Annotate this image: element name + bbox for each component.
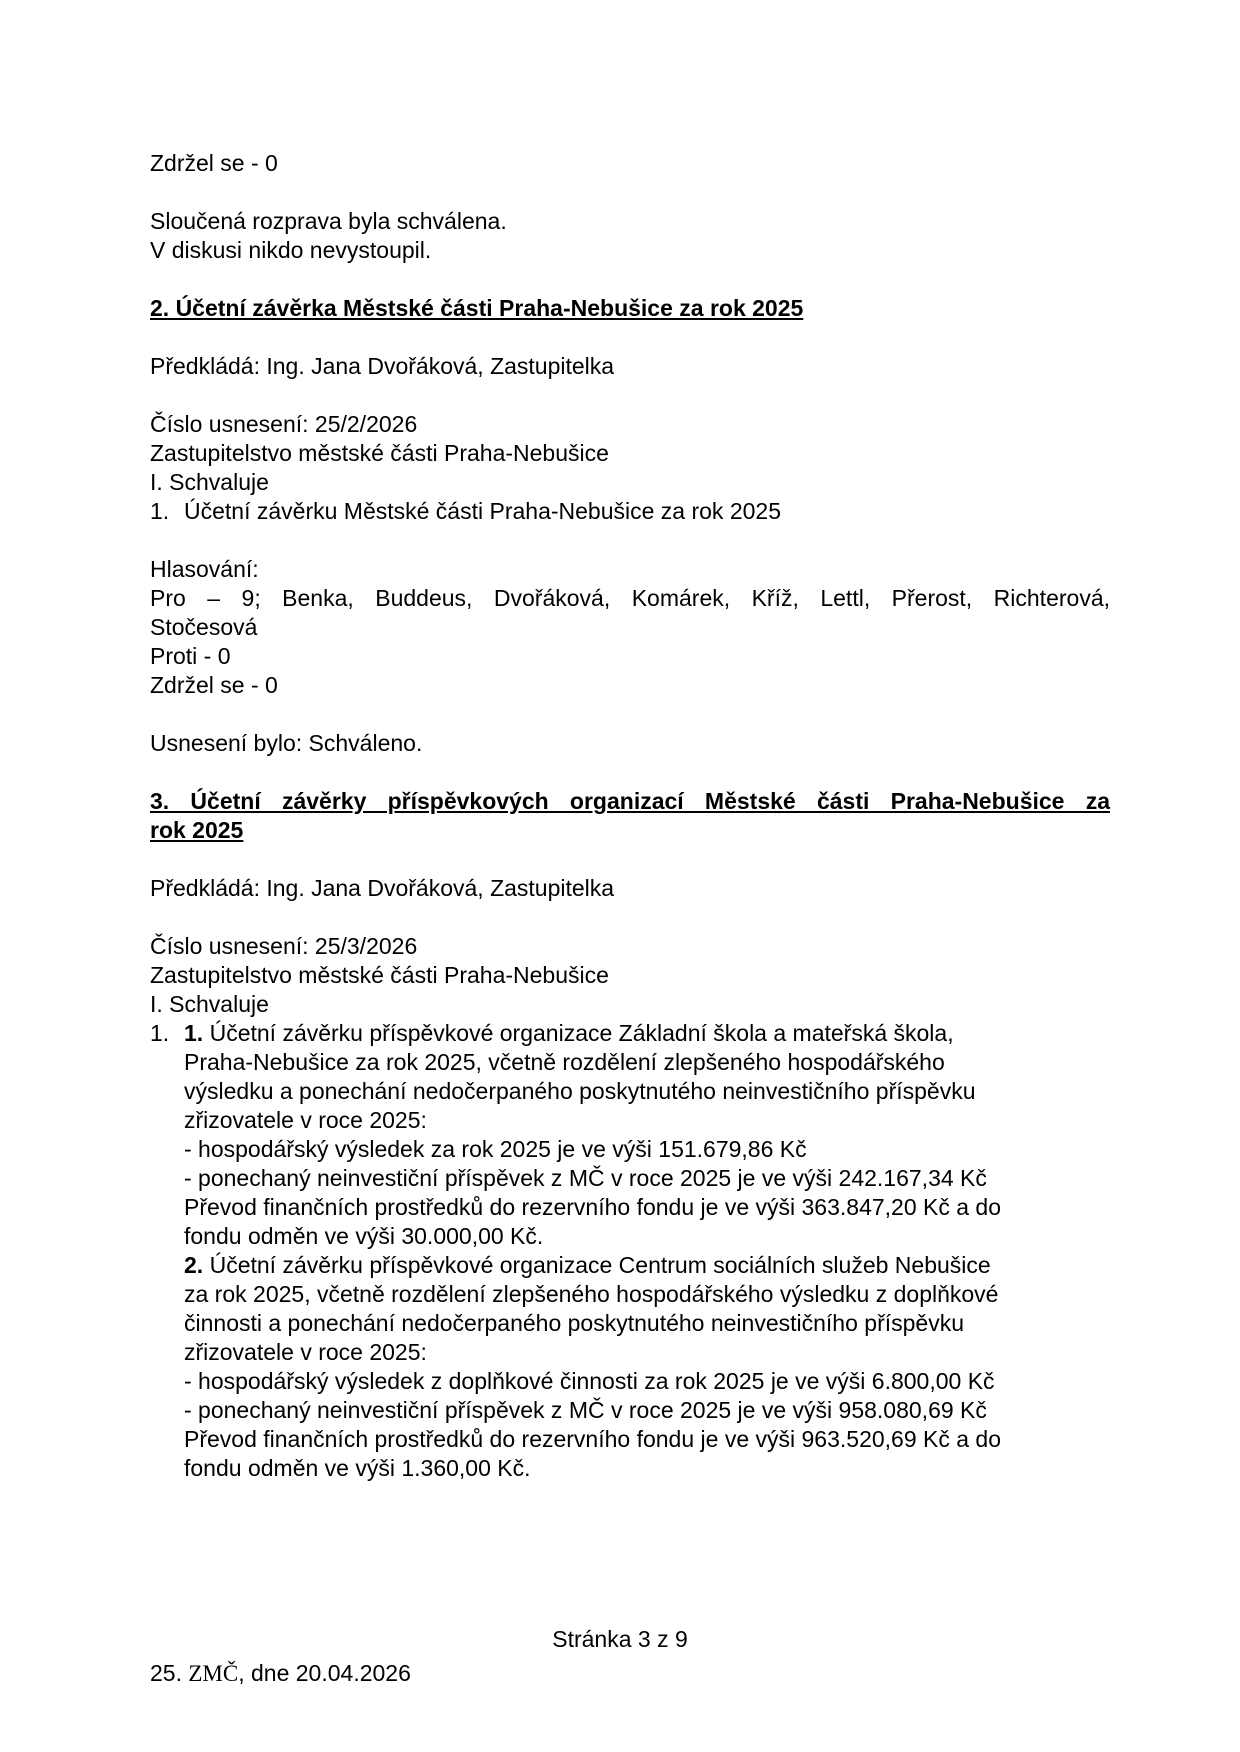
subitem-2-text-2: za rok 2025, včetně rozdělení zlepšeného hospodářského výsledku z doplňkové — [184, 1281, 999, 1307]
item-3-heading: 3. Účetní závěrky příspěvkových organizací Městské části Praha-Nebušice za — [150, 788, 1110, 814]
item-2-point — [150, 497, 1110, 526]
item-2-votes-for-cont: Stočesová — [150, 614, 258, 640]
subitem-2 — [184, 1251, 1001, 1483]
session-abbreviation: ZMČ — [188, 1661, 239, 1686]
subitem-2-result: - hospodářský výsledek z doplňkové činnosti za rok 2025 je ve výši 6.800,00 Kč — [184, 1368, 995, 1394]
item-3-point-number: 1. — [150, 1020, 170, 1046]
subitem-2-text: Účetní závěrku příspěvkové organizace Centrum sociálních služeb Nebušice — [203, 1252, 991, 1278]
subitem-1-text: Účetní závěrku příspěvkové organizace Základní škola a mateřská škola, — [203, 1020, 954, 1046]
item-2-council: Zastupitelstvo městské části Praha-Nebušice — [150, 440, 609, 466]
item-2-voting-label: Hlasování: — [150, 556, 259, 582]
subitem-1-contribution: - ponechaný neinvestiční příspěvek z MČ v roce 2025 je ve výši 242.167,34 Kč — [184, 1165, 987, 1191]
abstained-count: Zdržel se - 0 — [150, 150, 278, 176]
subitem-1-result: - hospodářský výsledek za rok 2025 je ve výši 151.679,86 Kč — [184, 1136, 807, 1162]
item-2-presenter: Předkládá: Ing. Jana Dvořáková, Zastupitelka — [150, 353, 615, 379]
subitem-1-text-2: Praha-Nebušice za rok 2025, včetně rozdělení zlepšeného hospodářského — [184, 1049, 945, 1075]
item-2-point-text: Účetní závěrku Městské části Praha-Nebušice za rok 2025 — [184, 498, 781, 524]
subitem-1-text-4: zřizovatele v roce 2025: — [184, 1107, 427, 1133]
subitem-2-transfer: Převod finančních prostředků do rezervního fondu je ve výši 963.520,69 Kč a do — [184, 1426, 1002, 1452]
item-2-heading: 2. Účetní závěrka Městské části Praha-Nebušice za rok 2025 — [150, 295, 804, 321]
subitem-2-text-3: činnosti a ponechání nedočerpaného poskytnutého neinvestičního příspěvku — [184, 1310, 964, 1336]
item-2-votes-for: Pro – 9; Benka, Buddeus, Dvořáková, Komárek, Kříž, Lettl, Přerost, Richterová, — [150, 585, 1110, 611]
subitem-2-text-4: zřizovatele v roce 2025: — [184, 1339, 427, 1365]
subitem-1-transfer-2: fondu odměn ve výši 30.000,00 Kč. — [184, 1223, 544, 1249]
item-3-presenter: Předkládá: Ing. Jana Dvořáková, Zastupitelka — [150, 875, 615, 901]
session-date: , dne 20.04.2026 — [238, 1660, 411, 1686]
subitem-1-transfer: Převod finančních prostředků do rezervního fondu je ve výši 363.847,20 Kč a do — [184, 1194, 1002, 1220]
item-2-result: Usnesení bylo: Schváleno. — [150, 730, 423, 756]
subitem-1 — [184, 1019, 1001, 1251]
merged-debate-note: Sloučená rozprava byla schválena. — [150, 208, 507, 234]
page-number: Stránka 3 z 9 — [552, 1626, 688, 1652]
document-page — [150, 149, 1110, 1483]
item-2-point-number: 1. — [150, 498, 170, 524]
item-3-approves: I. Schvaluje — [150, 991, 269, 1017]
subitem-1-number: 1. — [184, 1020, 204, 1046]
item-2-approves: I. Schvaluje — [150, 469, 269, 495]
subitem-2-number: 2. — [184, 1252, 204, 1278]
subitem-2-contribution: - ponechaný neinvestiční příspěvek z MČ v roce 2025 je ve výši 958.080,69 Kč — [184, 1397, 987, 1423]
item-2-votes-against: Proti - 0 — [150, 643, 231, 669]
subitem-2-transfer-2: fondu odměn ve výši 1.360,00 Kč. — [184, 1455, 531, 1481]
item-3-council: Zastupitelstvo městské části Praha-Nebušice — [150, 962, 609, 988]
session-footer — [150, 1659, 411, 1688]
item-3-heading-cont: rok 2025 — [150, 817, 244, 843]
discussion-note: V diskusi nikdo nevystoupil. — [150, 237, 432, 263]
item-3-subitems — [184, 1019, 1001, 1483]
item-2-votes-abstained: Zdržel se - 0 — [150, 672, 278, 698]
subitem-1-text-3: výsledku a ponechání nedočerpaného poskytnutého neinvestičního příspěvku — [184, 1078, 976, 1104]
session-number: 25. — [150, 1660, 182, 1686]
item-2-resolution-number: Číslo usnesení: 25/2/2026 — [150, 411, 418, 437]
item-3-resolution-number: Číslo usnesení: 25/3/2026 — [150, 933, 418, 959]
item-3-point — [150, 1019, 1110, 1483]
